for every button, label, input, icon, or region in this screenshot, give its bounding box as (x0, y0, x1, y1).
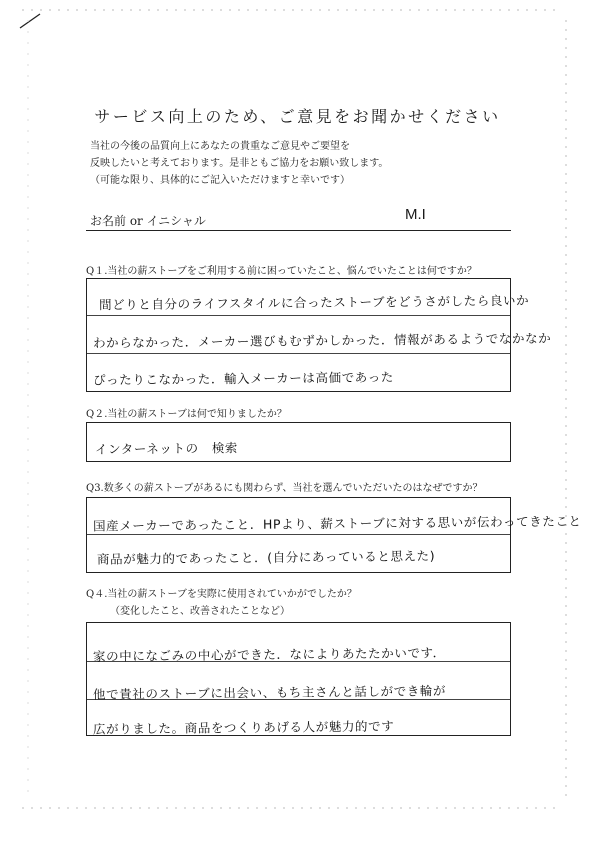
answer-rule (87, 534, 510, 535)
question-4-label: Q４.当社の薪ストーブを実際に使用されていかがでしたか？ (86, 589, 357, 600)
intro-line: 反映したいと考えております。是非ともご協力をお願い致します。 (90, 158, 389, 169)
answer-line: 国産メーカーであったこと．HPより、薪ストーブに対する思いが伝わってきたこと (92, 513, 582, 534)
answer-box-q2[interactable] (86, 422, 511, 462)
answer-line: 間どりと自分のライフスタイルに合ったストーブをどうさがしたら良いか (98, 292, 530, 313)
intro-line: 当社の今後の品質向上にあなたの貴重なご意見やご要望を (90, 141, 350, 152)
answer-rule (87, 315, 510, 316)
answer-line: 商品が魅力的であったこと．(自分にあっていると思えた) (96, 548, 436, 567)
answer-line: 他で貴社のストーブに出会い、もち主さんと話しができ輪が (92, 683, 447, 702)
answer-line: 広がりました。商品をつくりあげる人が魅力的です (92, 718, 395, 737)
name-field-value[interactable]: M.I (405, 206, 426, 223)
answer-line: インターネットの 検索 (94, 440, 239, 457)
form-title: サービス向上のため、ご意見をお聞かせください (94, 107, 501, 126)
answer-line: わからなかった．メーカー選びもむずかしかった．情報があるようでなかなか (92, 330, 552, 351)
answer-box-q4[interactable] (86, 622, 511, 736)
answer-line: 家の中になごみの中心ができた．なによりあたたかいです． (92, 645, 446, 664)
answer-rule (87, 353, 510, 354)
answer-line: ぴったりこなかった．輸入メーカーは高価であった (92, 369, 395, 388)
answer-box-q1[interactable] (86, 278, 552, 392)
question-1-label: Q１.当社の薪ストーブをご利用する前に困っていたこと、悩んでいたことは何ですか？ (86, 266, 477, 277)
form-intro (90, 138, 388, 189)
name-underline (86, 230, 511, 231)
answer-box-q3[interactable] (86, 497, 582, 573)
intro-line: （可能な限り、具体的にご記入いただけますと幸いです） (90, 175, 350, 186)
question-3-label: Q3.数多くの薪ストーブがあるにも関わらず、当社を選んでいただいたのはなぜですか？ (86, 483, 483, 494)
question-4-sublabel: （変化したこと、改善されたことなど） (110, 606, 290, 617)
question-2-label: Q２.当社の薪ストーブは何で知りましたか？ (86, 409, 287, 420)
name-label: お名前 or イニシャル (90, 214, 206, 228)
